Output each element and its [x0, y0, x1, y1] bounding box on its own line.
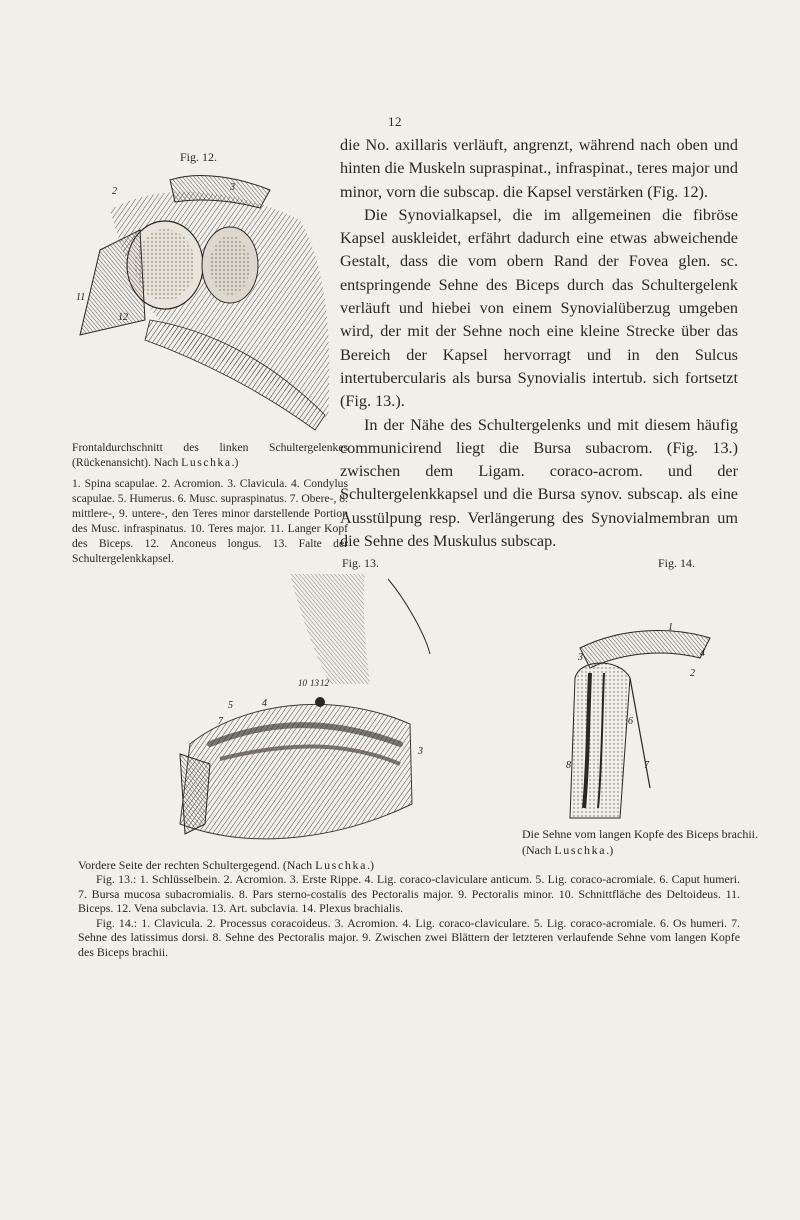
fig13-caption-text: Vordere Seite der rechten Schultergegend. (Nach	[78, 858, 313, 872]
fig13-mark-4: 4	[262, 698, 267, 709]
fig14-label: Fig. 14.	[658, 556, 696, 570]
fig14-mark-7: 7	[644, 760, 649, 771]
fig13-mark-12: 12	[320, 678, 329, 688]
fig14-mark-3: 3	[578, 652, 583, 663]
fig13-mark-13: 13	[310, 678, 319, 688]
fig13-mark-7: 7	[218, 716, 223, 727]
fig13-mark-3: 3	[418, 746, 423, 757]
fig12-mark-3: 3	[230, 182, 235, 193]
fig12-mark-12: 12	[118, 312, 128, 323]
fig14-caption-text: Die Sehne vom langen Kopfe des Biceps brachii. (Nach	[522, 827, 758, 857]
paragraph-2: Die Synovialkapsel, die im allgemeinen die fibröse Kapsel auskleidet, erfährt dadurch eine etwas abweichende Gestalt, dass die vom obern Rand der Fovea glen. sc. entspringende Sehne des Biceps durch das Schultergelenk verläuft und hiebei von einem Synovialüberzug umgeben wird, der mit der Sehne noch eine kleine Strecke über das Bereich der Kapsel hervorragt und in den Sulcus intertubercularis als bursa Synovialis intertub. sich fortsetzt (Fig. 13.).	[340, 205, 738, 411]
fig14-illustration	[560, 618, 720, 818]
fig14-mark-8: 8	[566, 760, 571, 771]
fig14-mark-4: 4	[700, 648, 705, 659]
fig12-caption-end: .)	[231, 456, 239, 469]
fig14-author: Luschka	[554, 843, 607, 857]
fig12-mark-11: 11	[76, 292, 86, 303]
fig14-legend: Fig. 14.: 1. Clavicula. 2. Processus coracoideus. 3. Acromion. 4. Lig. coraco-claviculare. 5. Lig. coraco-acromiale. 6. Os humeri. 7. Sehne des latissimus dorsi. 8. Sehne des Pectoralis major. 9. Zwischen zwei Blättern der letzteren verlaufende Sehne vom langen Kopfe des Biceps brachii.	[78, 915, 740, 959]
fig12-caption-text: Frontaldurchschnitt des linken Schultergelenkes (Rückenansicht). Nach	[72, 441, 348, 469]
main-text	[340, 134, 738, 553]
fig13-legend: Fig. 13.: 1. Schlüsselbein. 2. Acromion. 3. Erste Rippe. 4. Lig. coraco-claviculare anticum. 5. Lig. coraco-acromiale. 6. Caput humeri. 7. Bursa mucosa subacromialis. 8. Pars sterno-costalis des Pectoralis major. 9. Pectoralis minor. 10. Schnittfläche des Deltoideus. 11. Biceps. 12. Vena subclavia. 13. Art. subclavia. 14. Plexus brachialis.	[78, 872, 740, 916]
fig14-mark-6: 6	[628, 716, 633, 727]
fig14-mark-2: 2	[690, 668, 695, 679]
fig12-label: Fig. 12.	[180, 150, 218, 164]
fig14-caption	[522, 826, 758, 858]
fig14-mark-1: 1	[668, 622, 673, 633]
fig13-author: Luschka	[315, 858, 367, 872]
fig12-mark-2: 2	[112, 186, 117, 197]
fig14-caption-end: .)	[606, 843, 614, 857]
figure-legends	[78, 872, 740, 960]
fig12-author: Luschka	[181, 456, 232, 469]
page-number: 12	[388, 114, 402, 129]
fig13-caption	[78, 858, 374, 873]
fig13-illustration	[150, 574, 450, 864]
fig13-mark-5: 5	[228, 700, 233, 711]
fig13-mark-10: 10	[298, 678, 307, 688]
fig12-caption	[72, 440, 348, 566]
fig12-legend: 1. Spina scapulae. 2. Acromion. 3. Clavicula. 4. Condylus scapulae. 5. Humerus. 6. Musc. supraspinatus. 7. Obere-, 8. mittlere-, 9. untere-, den Teres minor darstellende Portion des Musc. infraspinatus. 10. Teres major. 11. Langer Kopf des Biceps. 12. Anconeus longus. 13. Falte der Schultergelenkkapsel.	[72, 477, 348, 565]
fig13-label: Fig. 13.	[342, 556, 380, 570]
fig12-illustration	[70, 160, 342, 440]
paragraph-3: In der Nähe des Schultergelenks und mit diesem häufig communicirend liegt die Bursa subacrom. (Fig. 13.) zwischen dem Ligam. coraco-acrom. und der Schultergelenkkapsel und die Bursa synov. subscap. als eine Ausstülpung resp. Verlängerung des Synovialmembran um die Sehne des Muskulus subscap.	[340, 415, 738, 551]
fig13-caption-end: .)	[367, 858, 374, 872]
paragraph-1: die No. axillaris verläuft, angrenzt, während nach oben und hinten die Muskeln supraspinat., infraspinat., teres major und minor, vorn die subscap. die Kapsel verstärken (Fig. 12).	[340, 136, 738, 201]
